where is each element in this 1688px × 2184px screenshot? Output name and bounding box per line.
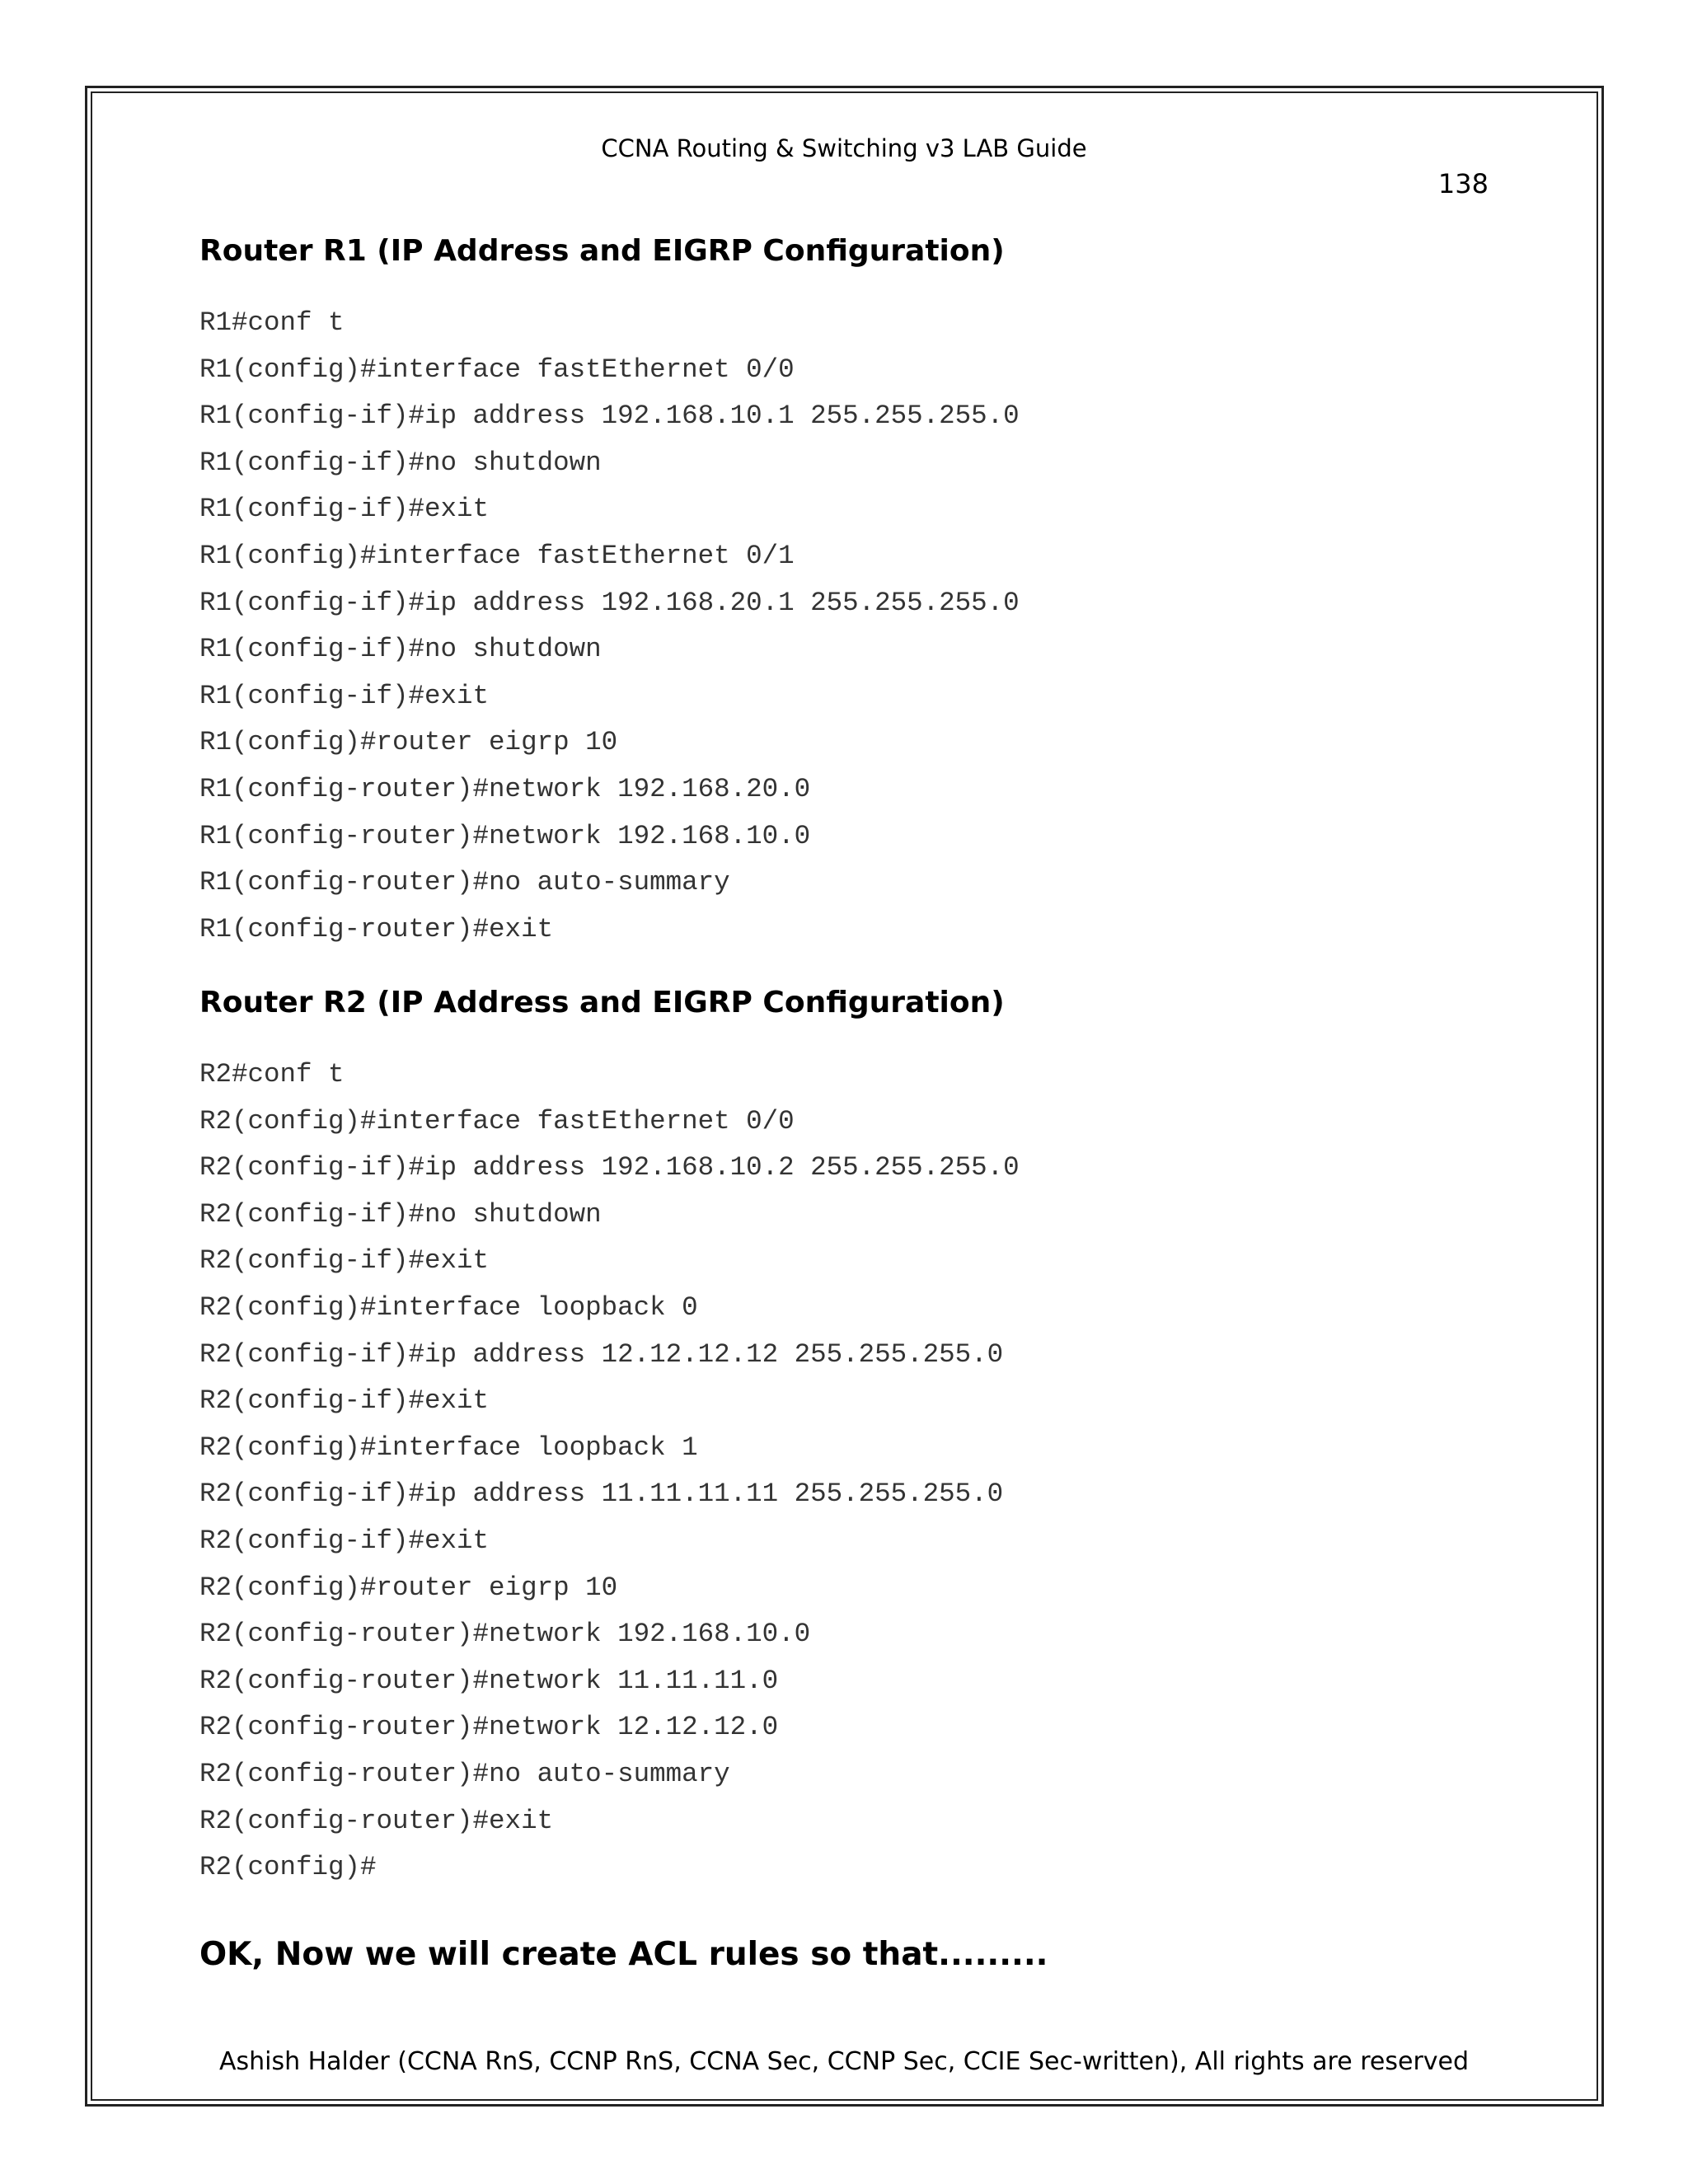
config-line: R2(config)#interface loopback 1 [199, 1432, 698, 1463]
config-line: R2(config-if)#exit [199, 1525, 490, 1556]
config-line: R1(config)#router eigrp 10 [199, 727, 618, 758]
config-line: R2(config)#interface loopback 0 [199, 1291, 698, 1323]
config-line: R2(config-router)#network 12.12.12.0 [199, 1712, 779, 1743]
config-line: R1(config-if)#exit [199, 680, 490, 711]
config-line: R1(config-if)#exit [199, 494, 490, 525]
config-line: R1(config-if)#ip address 192.168.20.1 255.255.255.0 [199, 587, 1020, 618]
config-line: R1(config-router)#exit [199, 913, 554, 944]
config-block-r1 [199, 300, 1020, 953]
config-line: R1(config-if)#no shutdown [199, 447, 602, 478]
config-line: R1(config)#interface fastEthernet 0/1 [199, 540, 795, 571]
config-line: R2(config-if)#ip address 192.168.10.2 255.255.255.0 [199, 1152, 1020, 1183]
config-line: R2(config-if)#exit [199, 1245, 490, 1277]
config-line: R2(config-if)#no shutdown [199, 1198, 602, 1230]
config-line: R2(config-if)#exit [199, 1385, 490, 1417]
closing-text: OK, Now we will create ACL rules so that......... [199, 1936, 1048, 1973]
config-line: R2(config)#router eigrp 10 [199, 1572, 618, 1603]
config-line: R1(config-if)#ip address 192.168.10.1 255.255.255.0 [199, 401, 1020, 432]
section-heading-r2: Router R2 (IP Address and EIGRP Configuration) [199, 986, 1005, 1019]
config-line: R1(config-router)#network 192.168.10.0 [199, 820, 811, 851]
config-block-r2 [199, 1052, 1020, 1891]
section-heading-r1: Router R1 (IP Address and EIGRP Configuration) [199, 234, 1005, 268]
config-line: R1(config-if)#no shutdown [199, 634, 602, 665]
config-line: R2(config)#interface fastEthernet 0/0 [199, 1105, 795, 1137]
config-line: R1(config)#interface fastEthernet 0/0 [199, 354, 795, 385]
running-title: CCNA Routing & Switching v3 LAB Guide [601, 134, 1087, 162]
config-line: R2(config-router)#network 11.11.11.0 [199, 1665, 779, 1696]
config-line: R1(config-router)#network 192.168.20.0 [199, 773, 811, 804]
config-line: R2(config-if)#ip address 12.12.12.12 255.255.255.0 [199, 1338, 1004, 1370]
config-line: R1(config-router)#no auto-summary [199, 867, 730, 898]
footer-copyright: Ashish Halder (CCNA RnS, CCNP RnS, CCNA Sec, CCNP Sec, CCIE Sec-written), All rights are reserved [218, 2047, 1470, 2076]
config-line: R2(config)# [199, 1852, 377, 1883]
page-number: 138 [1437, 168, 1489, 199]
config-line: R2(config-router)#network 192.168.10.0 [199, 1619, 811, 1650]
config-line: R2(config-router)#no auto-summary [199, 1758, 730, 1789]
config-line: R1#conf t [199, 307, 345, 338]
config-line: R2(config-router)#exit [199, 1805, 554, 1836]
config-line: R2#conf t [199, 1059, 345, 1090]
config-line: R2(config-if)#ip address 11.11.11.11 255.255.255.0 [199, 1479, 1004, 1510]
